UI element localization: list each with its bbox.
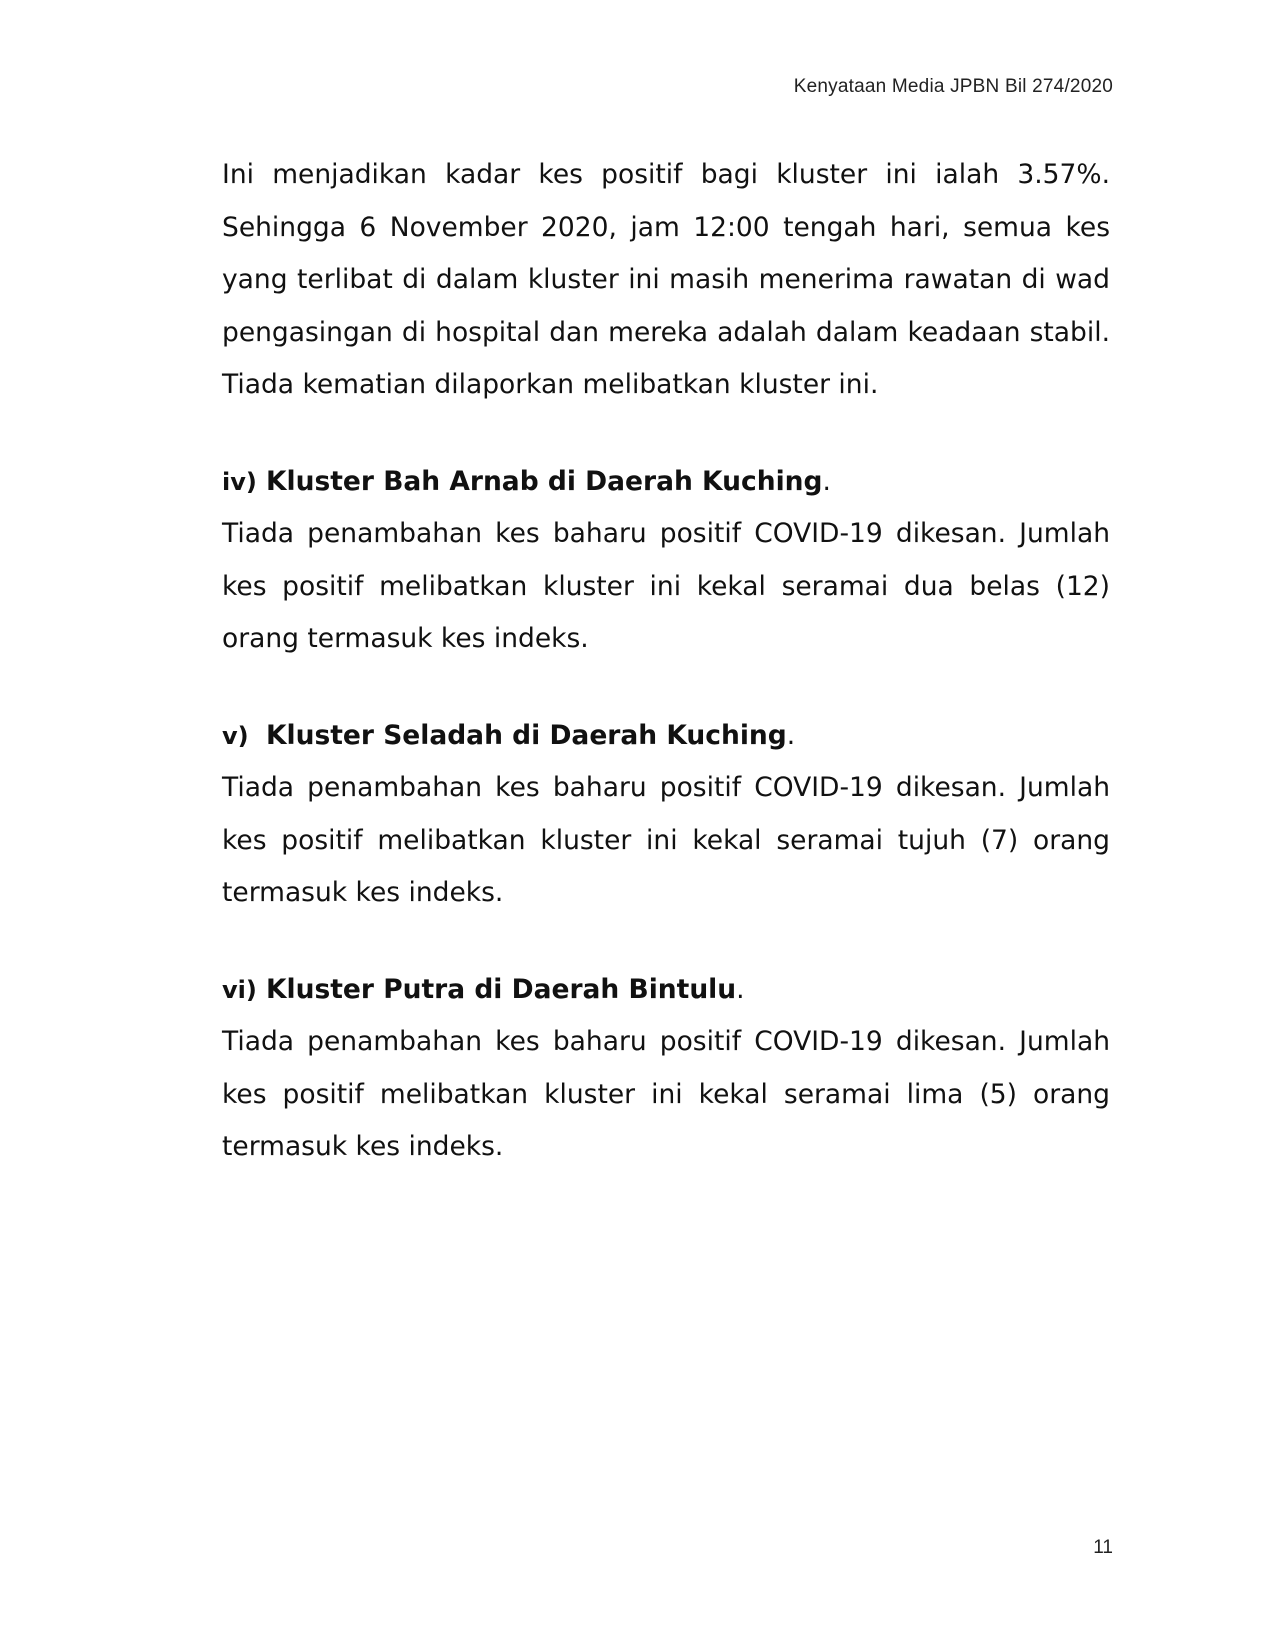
section-title: Kluster Putra di Daerah Bintulu bbox=[266, 973, 737, 1005]
section-period: . bbox=[736, 973, 745, 1005]
document-body bbox=[222, 149, 1110, 1174]
section-heading bbox=[222, 710, 1110, 763]
section-bah-arnab bbox=[222, 456, 1110, 666]
section-period: . bbox=[786, 719, 796, 751]
section-body: Tiada penambahan kes baharu positif COVID-19 dikesan. Jumlah kes positif melibatkan kluster ini kekal seramai lima (5) orang termasuk kes indeks. bbox=[222, 1026, 1110, 1162]
section-number: vi) bbox=[222, 975, 257, 1004]
intro-paragraph: Ini menjadikan kadar kes positif bagi kluster ini ialah 3.57%. Sehingga 6 November 2020, jam 12:00 tengah hari, semua kes yang terlibat di dalam kluster ini masih menerima rawatan di wad pengasingan di hospital dan mereka adalah dalam keadaan stabil. Tiada kematian dilaporkan melibatkan kluster ini. bbox=[222, 159, 1110, 400]
section-period: . bbox=[822, 465, 831, 497]
section-body: Tiada penambahan kes baharu positif COVID-19 dikesan. Jumlah kes positif melibatkan kluster ini kekal seramai dua belas (12) orang termasuk kes indeks. bbox=[222, 518, 1110, 654]
page-number: 11 bbox=[1093, 1537, 1113, 1558]
section-title: Kluster Bah Arnab di Daerah Kuching bbox=[266, 465, 823, 497]
section-seladah bbox=[222, 710, 1110, 920]
document-header: Kenyataan Media JPBN Bil 274/2020 bbox=[793, 76, 1113, 97]
section-body: Tiada penambahan kes baharu positif COVID-19 dikesan. Jumlah kes positif melibatkan kluster ini kekal seramai tujuh (7) orang termasuk kes indeks. bbox=[222, 772, 1110, 908]
section-heading bbox=[222, 456, 1110, 509]
section-heading bbox=[222, 964, 1110, 1017]
section-number: v) bbox=[222, 721, 249, 750]
section-title: Kluster Seladah di Daerah Kuching bbox=[266, 719, 787, 751]
section-number: iv) bbox=[222, 467, 257, 496]
section-putra bbox=[222, 964, 1110, 1174]
